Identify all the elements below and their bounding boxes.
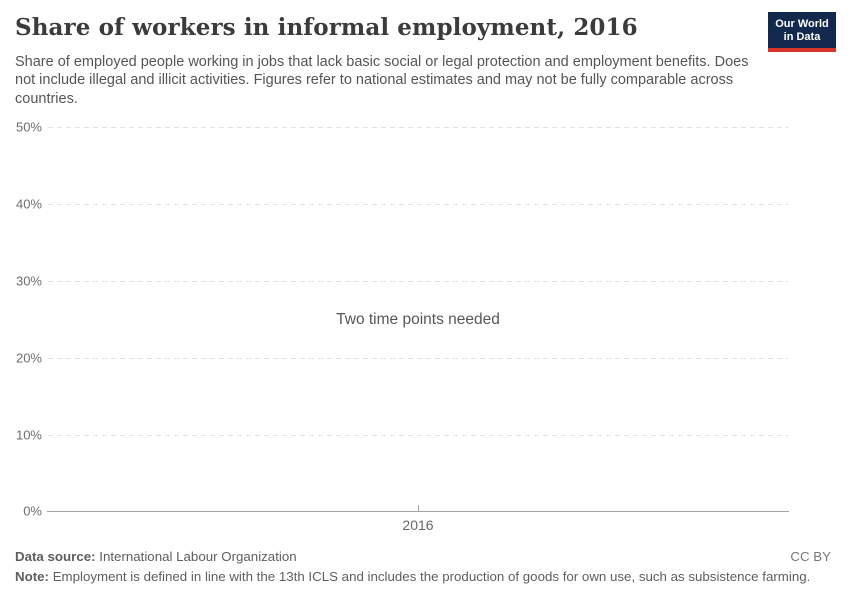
y-axis-tick-label: 0% xyxy=(23,503,42,519)
y-axis-tick-label: 30% xyxy=(15,273,42,289)
gridline-10 xyxy=(48,435,788,436)
footer-note xyxy=(15,569,825,584)
y-axis-tick-label: 10% xyxy=(15,427,42,443)
y-axis-tick-label: 20% xyxy=(15,350,42,366)
data-source-value: International Labour Organization xyxy=(99,549,297,564)
gridline-50 xyxy=(48,127,788,128)
gridline-40 xyxy=(48,204,788,205)
x-axis-line xyxy=(47,511,789,512)
x-axis-tick-label: 2016 xyxy=(402,517,434,533)
footer-data-source xyxy=(15,549,715,564)
note-value: Employment is defined in line with the 13th ICLS and includes the production of goods for own use, such as subsistence farming. xyxy=(52,569,811,584)
note-label: Note: xyxy=(15,569,49,584)
y-axis-tick-label: 50% xyxy=(15,119,42,135)
gridline-20 xyxy=(48,358,788,359)
x-axis-tick-mark xyxy=(418,505,419,511)
y-axis-tick-label: 40% xyxy=(15,196,42,212)
page-title: Share of workers in informal employment, 2016 xyxy=(15,14,638,41)
chart-subtitle: Share of employed people working in jobs that lack basic social or legal protection and employment benefits. Does not include illegal and illicit activities. Figures refer to national estimates and may not be fully comparable across countries. xyxy=(15,54,749,107)
owid-logo-line2: in Data xyxy=(783,31,821,43)
data-source-label: Data source: xyxy=(15,549,96,564)
license-link[interactable]: CC BY xyxy=(790,549,831,564)
gridline-30 xyxy=(48,281,788,282)
empty-state-message: Two time points needed xyxy=(336,311,500,328)
owid-logo-line1: Our World xyxy=(775,18,829,30)
